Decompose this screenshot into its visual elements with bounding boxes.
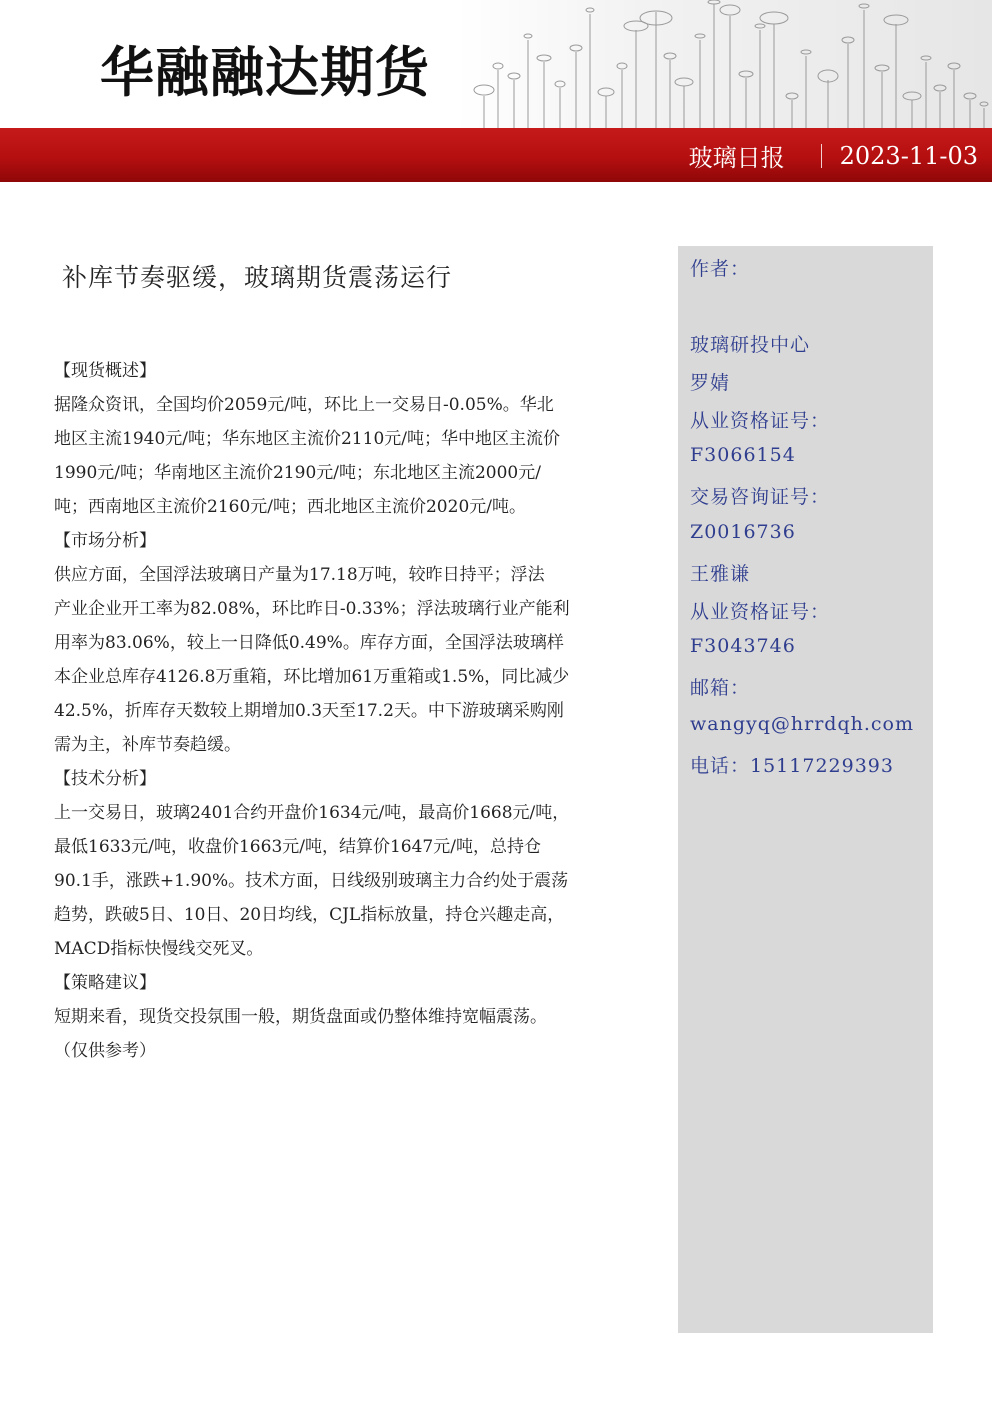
section-spot-overview [54, 354, 606, 524]
company-logo-text: 华融融达期货 [100, 41, 430, 104]
paragraph-line: 趋势，跌破5日、10日、20日均线，CJL指标放量，持仓兴趣走高， [54, 905, 565, 925]
title-divider [821, 144, 822, 168]
report-date: 2023-11-03 [839, 141, 978, 170]
paragraph-line: 据隆众资讯，全国均价2059元/吨，环比上一交易日-0.05%。华北 [54, 395, 554, 415]
section-heading: 【策略建议】 [54, 973, 156, 993]
section-strategy [54, 966, 606, 1068]
analyst-name: 罗婧 [690, 372, 731, 394]
paragraph-line: 90.1手，涨跌+1.90%。技术方面，日线级别玻璃主力合约处于震荡 [54, 871, 569, 891]
author-label: 作者： [690, 258, 751, 280]
section-paragraph [54, 558, 606, 762]
report-title-bar [0, 128, 992, 182]
cert-number: F3043746 [690, 635, 796, 657]
section-paragraph [54, 388, 606, 524]
department-name: 玻璃研投中心 [690, 334, 811, 356]
section-paragraph [54, 1000, 606, 1068]
paragraph-line: 本企业总库存4126.8万重箱，环比增加61万重箱或1.5%，同比减少 [54, 667, 570, 687]
paragraph-line: 上一交易日，玻璃2401合约开盘价1634元/吨，最高价1668元/吨， [54, 803, 570, 823]
paragraph-line: 供应方面，全国浮法玻璃日产量为17.18万吨，较昨日持平；浮法 [54, 565, 545, 585]
decorative-bubble-pattern [456, 0, 992, 128]
section-market-analysis [54, 524, 606, 762]
paragraph-line: 短期来看，现货交投氛围一般，期货盘面或仍整体维持宽幅震荡。 [54, 1007, 547, 1027]
paragraph-line: 吨；西南地区主流价2160元/吨；西北地区主流价2020元/吨。 [54, 497, 526, 517]
paragraph-line: （仅供参考） [54, 1041, 156, 1061]
section-technical-analysis [54, 762, 606, 966]
paragraph-line: 用率为83.06%，较上一日降低0.49%。库存方面，全国浮法玻璃样 [54, 633, 564, 653]
email-label: 邮箱： [690, 677, 751, 699]
report-name: 玻璃日报 [688, 144, 785, 172]
consult-cert-number: Z0016736 [690, 521, 796, 543]
email-address[interactable]: wangyq@hrrdqh.com [690, 713, 914, 735]
section-heading: 【技术分析】 [54, 769, 156, 789]
paragraph-line: 1990元/吨；华南地区主流价2190元/吨；东北地区主流2000元/ [54, 463, 541, 483]
paragraph-line: MACD指标快慢线交死叉。 [54, 939, 264, 959]
paragraph-line: 产业企业开工率为82.08%，环比昨日-0.33%；浮法玻璃行业产能利 [54, 599, 570, 619]
cert-number: F3066154 [690, 444, 796, 466]
section-paragraph [54, 796, 606, 966]
paragraph-line: 地区主流1940元/吨；华东地区主流价2110元/吨；华中地区主流价 [54, 429, 560, 449]
report-title: 补库节奏驱缓，玻璃期货震荡运行 [62, 263, 453, 292]
phone-number: 电话：15117229393 [690, 755, 894, 777]
consult-cert-label: 交易咨询证号： [690, 486, 831, 508]
author-sidebar [678, 246, 933, 1333]
report-body [54, 354, 606, 1068]
paragraph-line: 42.5%，折库存天数较上期增加0.3天至17.2天。中下游玻璃采购刚 [54, 701, 564, 721]
paragraph-line: 需为主，补库节奏趋缓。 [54, 735, 241, 755]
cert-label: 从业资格证号： [690, 601, 831, 623]
section-heading: 【现货概述】 [54, 361, 156, 381]
section-heading: 【市场分析】 [54, 531, 156, 551]
paragraph-line: 最低1633元/吨，收盘价1663元/吨，结算价1647元/吨，总持仓 [54, 837, 541, 857]
cert-label: 从业资格证号： [690, 410, 831, 432]
analyst-name: 王雅谦 [690, 563, 751, 585]
report-header [0, 0, 992, 182]
